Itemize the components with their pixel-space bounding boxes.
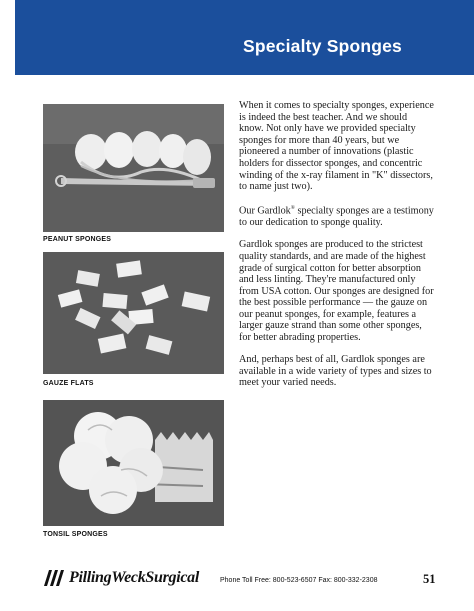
caption-peanut-sponges: PEANUT SPONGES <box>43 236 112 243</box>
page-number: 51 <box>423 572 436 586</box>
paragraph-intro: When it comes to specialty sponges, experience is indeed the best teacher. And we should know. Not only have we provided specialty sponges for more than 40 years, but we pioneered a number of innovations (plastic holders for dissector sponges, and concentric winding of the x-ray filament in "K" dissectors, to name just two). <box>239 100 434 193</box>
logo-text: PillingWeckSurgical <box>69 569 200 586</box>
caption-tonsil-sponges: TONSIL SPONGES <box>43 531 108 538</box>
paragraph-variety: And, perhaps best of all, Gardlok sponges are available in a wide variety of types and sizes to meet your varied needs. <box>239 354 432 389</box>
gauze-flats-photo <box>43 252 224 374</box>
logo-mark-icon <box>43 569 65 587</box>
paragraph-gardlok: Our Gardlok® specialty sponges are a testimony to our dedication to sponge quality. <box>239 205 434 229</box>
contact-phone-fax: Phone Toll Free: 800-523-6507 Fax: 800-332-2308 <box>220 577 378 584</box>
page-title: Specialty Sponges <box>242 36 402 56</box>
caption-gauze-flats: GAUZE FLATS <box>43 380 94 387</box>
peanut-sponges-photo <box>43 104 224 232</box>
paragraph-quality: Gardlok sponges are produced to the strictest quality standards, and are made of the highest grade of surgical cotton for better absorption and less linting. They're manufactured only from USA cotton. Our sponges are designed for the best possible performance — the gauze on our peanut sponges, for example, features a larger gauze strand than some other sponges, for better abrading properties. <box>239 239 434 344</box>
tonsil-sponges-photo <box>43 400 224 526</box>
body-text <box>239 100 434 399</box>
company-logo <box>43 567 199 589</box>
